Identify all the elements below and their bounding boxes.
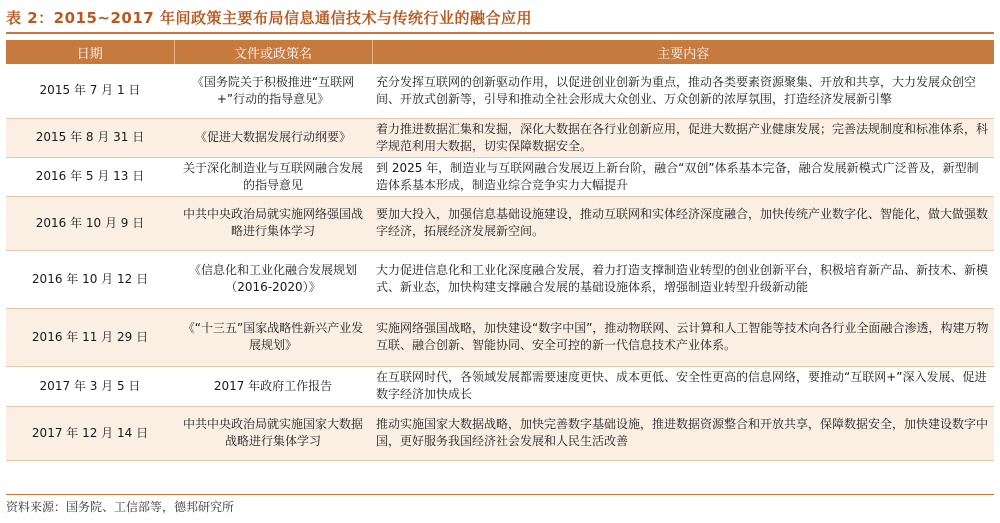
row-date: 2016 年 10 月 9 日	[6, 196, 174, 250]
table-row	[6, 196, 994, 250]
table-header-row	[6, 40, 994, 64]
row-content: 推动实施国家大数据战略，加快完善数字基础设施，推进数据资源整合和开放共享，保障数据安全，加快建设数字中国，更好服务我国经济社会发展和人民生活改善	[372, 406, 994, 460]
row-policy-name: 关于深化制造业与互联网融合发展的指导意见	[174, 157, 372, 196]
row-content: 实施网络强国战略，加快建设“数字中国”，推动物联网、云计算和人工智能等技术向各行业全面融合渗透，构建万物互联、融合创新、智能协同、安全可控的新一代信息技术产业体系。	[372, 308, 994, 366]
bottom-divider	[6, 494, 994, 495]
row-policy-name: 中共中央政治局就实施国家大数据战略进行集体学习	[174, 406, 372, 460]
row-policy-name: 中共中央政治局就实施网络强国战略进行集体学习	[174, 196, 372, 250]
table-row	[6, 64, 994, 118]
row-content: 充分发挥互联网的创新驱动作用，以促进创业创新为重点，推动各类要素资源聚集、开放和共享，大力发展众创空间、开放式创新等，引导和推动全社会形成大众创业、万众创新的浓厚氛围，打造经济发展新引擎	[372, 64, 994, 118]
row-policy-name: 《国务院关于积极推进“互联网+”行动的指导意见》	[174, 64, 372, 118]
source-note: 资料来源：国务院、工信部等，德邦研究所	[6, 500, 235, 514]
row-date: 2017 年 12 月 14 日	[6, 406, 174, 460]
title-divider	[6, 32, 994, 34]
header-policy-name: 文件或政策名	[174, 40, 372, 64]
row-content: 大力促进信息化和工业化深度融合发展，着力打造支撑制造业转型的创业创新平台，积极培育新产品、新技术、新模式、新业态，加快构建支撑融合发展的基础设施体系，增强制造业转型升级新动能	[372, 250, 994, 308]
table-row	[6, 250, 994, 308]
table-row	[6, 118, 994, 157]
row-policy-name: 《信息化和工业化融合发展规划（2016-2020）》	[174, 250, 372, 308]
header-main-content: 主要内容	[372, 40, 994, 64]
row-date: 2016 年 10 月 12 日	[6, 250, 174, 308]
row-date: 2016 年 5 月 13 日	[6, 157, 174, 196]
row-content: 要加大投入，加强信息基础设施建设，推动互联网和实体经济深度融合，加快传统产业数字化、智能化，做大做强数字经济，拓展经济发展新空间。	[372, 196, 994, 250]
row-policy-name: 《“十三五”国家战略性新兴产业发展规划》	[174, 308, 372, 366]
row-date: 2015 年 8 月 31 日	[6, 118, 174, 157]
table-title: 表 2：2015~2017 年间政策主要布局信息通信技术与传统行业的融合应用	[6, 9, 532, 27]
row-policy-name: 2017 年政府工作报告	[174, 366, 372, 406]
table-row	[6, 406, 994, 460]
table-row	[6, 157, 994, 196]
row-date: 2017 年 3 月 5 日	[6, 366, 174, 406]
table-row	[6, 308, 994, 366]
policy-table	[6, 40, 994, 461]
row-date: 2015 年 7 月 1 日	[6, 64, 174, 118]
table-row	[6, 366, 994, 406]
row-content: 在互联网时代，各领域发展都需要速度更快、成本更低、安全性更高的信息网络，要推动“互联网+”深入发展、促进数字经济加快成长	[372, 366, 994, 406]
row-date: 2016 年 11 月 29 日	[6, 308, 174, 366]
row-policy-name: 《促进大数据发展行动纲要》	[174, 118, 372, 157]
row-content: 着力推进数据汇集和发掘，深化大数据在各行业创新应用，促进大数据产业健康发展；完善法规制度和标准体系，科学规范利用大数据，切实保障数据安全。	[372, 118, 994, 157]
row-content: 到 2025 年，制造业与互联网融合发展迈上新台阶，融合“双创”体系基本完备，融合发展新模式广泛普及，新型制造体系基本形成，制造业综合竞争实力大幅提升	[372, 157, 994, 196]
header-date: 日期	[6, 40, 174, 64]
